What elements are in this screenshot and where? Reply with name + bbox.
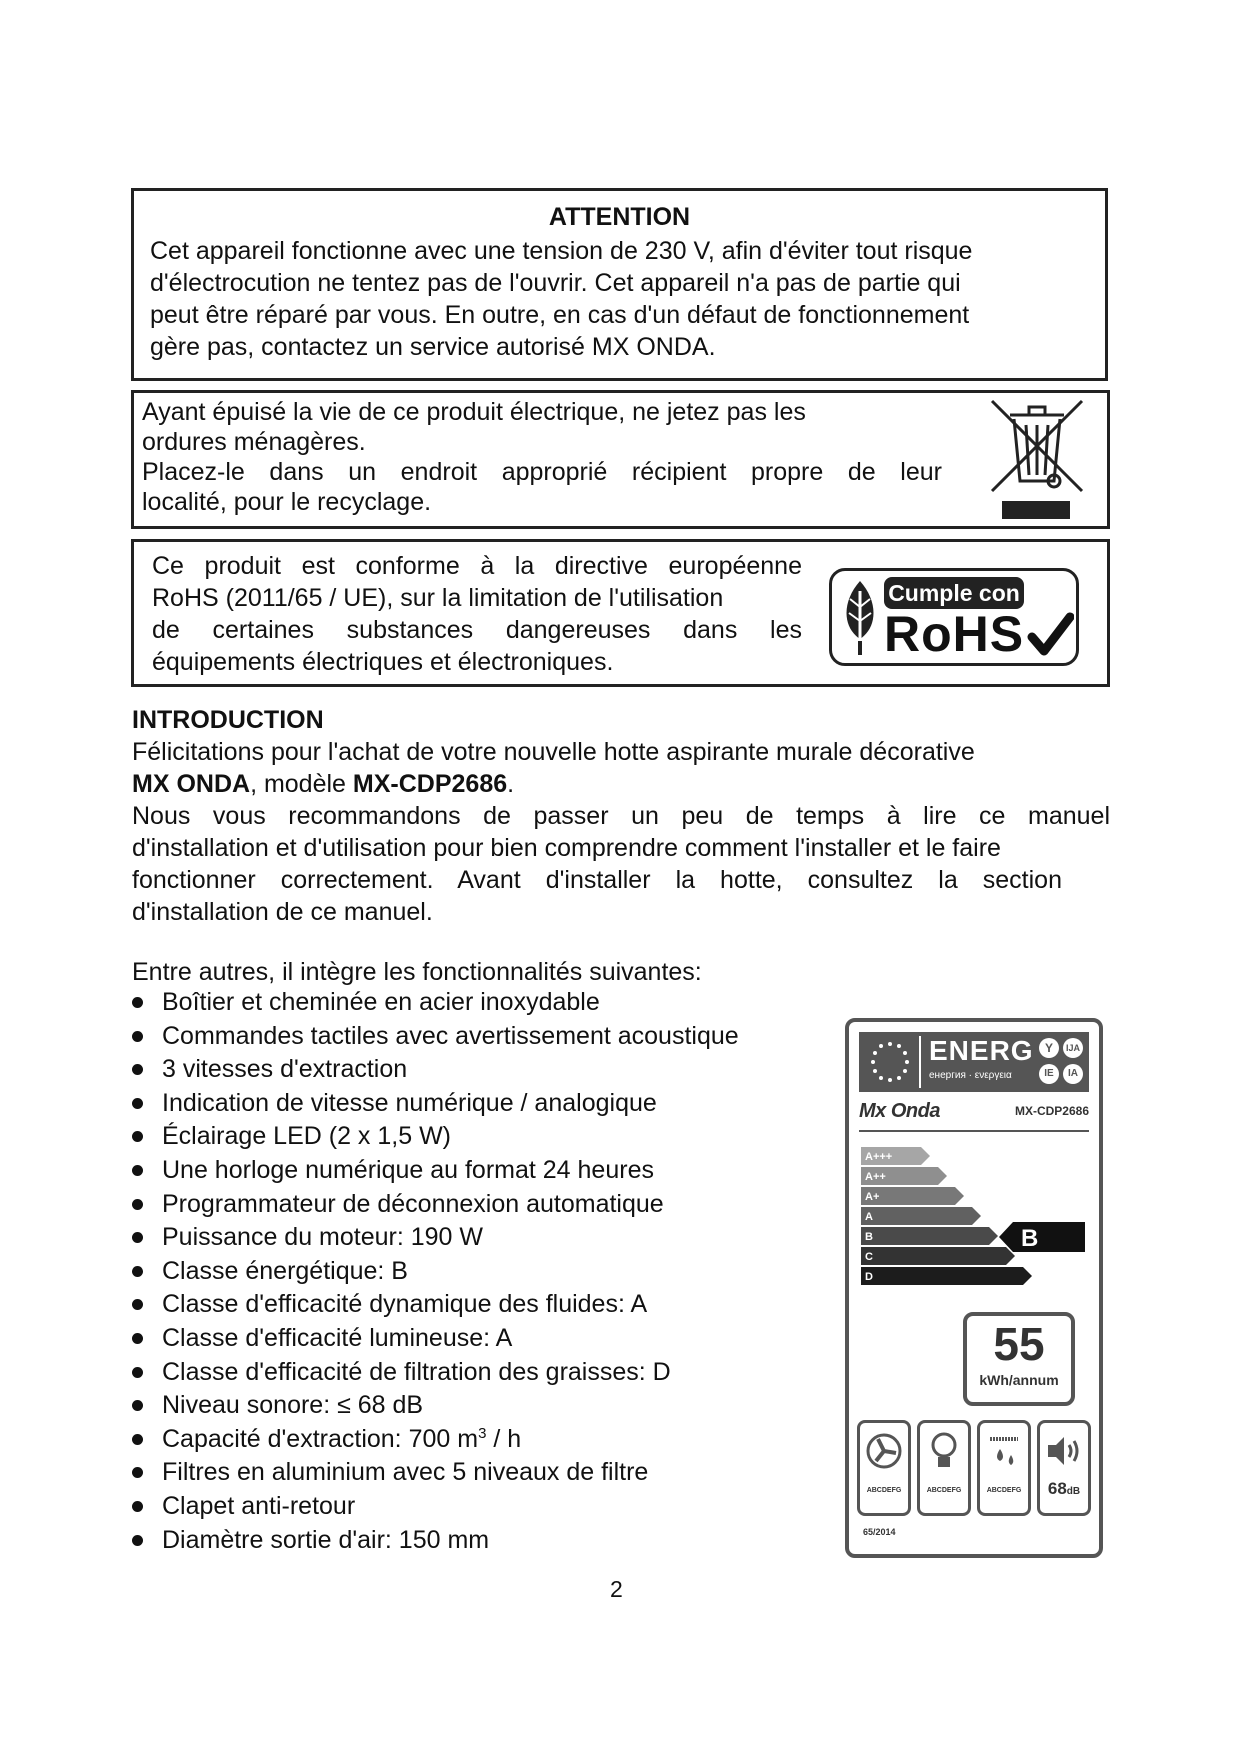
attention-line: d'électrocution ne tentez pas de l'ouvrir. Cet appareil n'a pas de partie qui bbox=[150, 269, 961, 297]
brand-name: MX ONDA bbox=[132, 770, 251, 798]
list-item: Éclairage LED (2 x 1,5 W) bbox=[131, 1120, 851, 1154]
energy-class-scale bbox=[849, 1146, 1099, 1296]
pictogram-row bbox=[857, 1420, 1093, 1518]
rohs-badge-top: Cumple con bbox=[884, 577, 1024, 609]
recycling-line: localité, pour le recyclage. bbox=[142, 488, 432, 516]
scale-text: ABCDEFG bbox=[866, 1487, 902, 1494]
noise-value: 68dB bbox=[1047, 1479, 1081, 1498]
introduction-heading: INTRODUCTION bbox=[132, 706, 324, 734]
intro-line: Félicitations pour l'achat de votre nouvelle hotte aspirante murale décorative bbox=[132, 738, 975, 766]
intro-line: d'installation et d'utilisation pour bien comprendre comment l'installer et le faire bbox=[132, 834, 1001, 862]
fluid-efficiency-tile bbox=[857, 1420, 911, 1516]
label-model: MX-CDP2686 bbox=[1014, 1104, 1089, 1118]
bulb-icon bbox=[924, 1429, 964, 1473]
attention-title: ATTENTION bbox=[548, 203, 691, 231]
rohs-badge bbox=[829, 568, 1079, 666]
energy-class-bar bbox=[861, 1247, 1015, 1265]
energy-class-label: A++ bbox=[865, 1171, 886, 1183]
consumption-value: 55 bbox=[993, 1318, 1045, 1370]
list-item: Filtres en aluminium avec 5 niveaux de filtre bbox=[131, 1456, 851, 1490]
lang-badge: IA bbox=[1063, 1064, 1083, 1084]
list-item: Commandes tactiles avec avertissement acoustique bbox=[131, 1020, 851, 1054]
energy-class-label: A+++ bbox=[865, 1151, 893, 1163]
rohs-line: RoHS (2011/65 / UE), sur la limitation de l'utilisation bbox=[152, 584, 724, 612]
recycling-line: Ayant épuisé la vie de ce produit électrique, ne jetez pas les bbox=[142, 398, 806, 426]
list-item: 3 vitesses d'extraction bbox=[131, 1053, 851, 1087]
list-item: Niveau sonore: ≤ 68 dB bbox=[131, 1389, 851, 1423]
page-number: 2 bbox=[610, 1576, 623, 1602]
rohs-line: équipements électriques et électroniques. bbox=[152, 648, 614, 676]
list-item: Diamètre sortie d'air: 150 mm bbox=[131, 1524, 851, 1558]
rohs-box bbox=[131, 539, 1110, 687]
list-item: Clapet anti-retour bbox=[131, 1490, 851, 1524]
list-item: Puissance du moteur: 190 W bbox=[131, 1221, 851, 1255]
energy-class-bar bbox=[861, 1207, 981, 1225]
energy-class-label: A bbox=[865, 1211, 873, 1223]
lang-badge: IE bbox=[1039, 1064, 1059, 1084]
list-item: Une horloge numérique au format 24 heures bbox=[131, 1154, 851, 1188]
features-list bbox=[131, 986, 851, 1557]
crossed-bin-icon bbox=[982, 393, 1092, 523]
list-item: Classe énergétique: B bbox=[131, 1255, 851, 1289]
model-name: MX-CDP2686 bbox=[352, 770, 508, 798]
rohs-line: Ce produit est conforme à la directive européenne bbox=[152, 552, 802, 580]
scale-text: ABCDEFG bbox=[926, 1487, 962, 1494]
selected-class-label: B bbox=[1021, 1225, 1039, 1252]
list-item: Classe d'efficacité lumineuse: A bbox=[131, 1322, 851, 1356]
energy-class-bar bbox=[861, 1227, 998, 1245]
attention-line: gère pas, contactez un service autorisé MX ONDA. bbox=[150, 333, 716, 361]
energy-class-label: D bbox=[865, 1271, 873, 1283]
noise-tile bbox=[1037, 1420, 1091, 1516]
check-icon bbox=[1026, 611, 1074, 659]
energy-class-bar bbox=[861, 1267, 1032, 1285]
list-item: Indication de vitesse numérique / analogique bbox=[131, 1087, 851, 1121]
list-item: Capacité d'extraction: 700 $m^3$ / h bbox=[131, 1423, 851, 1457]
selected-class-arrow bbox=[999, 1222, 1085, 1252]
rohs-badge-main: RoHS bbox=[884, 606, 1025, 662]
energy-header-text: ENERG bbox=[929, 1035, 1034, 1066]
lighting-efficiency-tile bbox=[917, 1420, 971, 1516]
lang-badge: Y bbox=[1039, 1038, 1059, 1058]
fan-icon bbox=[864, 1431, 904, 1471]
consumption-unit: kWh/annum bbox=[979, 1372, 1059, 1388]
leaf-icon bbox=[838, 577, 882, 657]
label-brand: Mx Onda bbox=[859, 1100, 940, 1122]
regulation-text: 65/2014 bbox=[863, 1527, 896, 1537]
intro-line: d'installation de ce manuel. bbox=[132, 898, 433, 926]
energy-label-header bbox=[859, 1032, 1089, 1092]
list-item: Classe d'efficacité dynamique des fluides: A bbox=[131, 1288, 851, 1322]
intro-line: Nous vous recommandons de passer un peu de temps à lire ce manuel bbox=[132, 802, 1110, 830]
energy-subheader: енергия · ενεργεια bbox=[929, 1070, 1012, 1081]
attention-box bbox=[131, 188, 1108, 381]
energy-class-label: A+ bbox=[865, 1191, 880, 1203]
list-item: Boîtier et cheminée en acier inoxydable bbox=[131, 986, 851, 1020]
lang-badge: IJA bbox=[1063, 1038, 1083, 1058]
grease-drop-icon bbox=[984, 1429, 1024, 1473]
attention-line: Cet appareil fonctionne avec une tension de 230 V, afin d'éviter tout risque bbox=[150, 237, 973, 265]
recycling-line: ordures ménagères. bbox=[142, 428, 366, 456]
consumption-box bbox=[963, 1312, 1075, 1406]
eu-flag-icon bbox=[863, 1035, 917, 1089]
energy-class-label: C bbox=[865, 1251, 873, 1263]
energy-label bbox=[845, 1018, 1103, 1558]
recycling-line: Placez-le dans un endroit approprié récipient propre de leur bbox=[142, 458, 942, 486]
intro-model-line: MX ONDA, modèle MX-CDP2686. bbox=[132, 770, 515, 798]
attention-line: peut être réparé par vous. En outre, en cas d'un défaut de fonctionnement bbox=[150, 301, 970, 329]
speaker-icon bbox=[1044, 1431, 1086, 1471]
list-item: Programmateur de déconnexion automatique bbox=[131, 1188, 851, 1222]
rohs-line: de certaines substances dangereuses dans les bbox=[152, 616, 802, 644]
grease-filter-tile bbox=[977, 1420, 1031, 1516]
energy-class-label: B bbox=[865, 1231, 873, 1243]
recycling-box bbox=[131, 390, 1110, 529]
scale-text: ABCDEFG bbox=[986, 1487, 1022, 1494]
intro-line: fonctionner correctement. Avant d'installer la hotte, consultez la section bbox=[132, 866, 1062, 894]
features-intro: Entre autres, il intègre les fonctionnalités suivantes: bbox=[132, 958, 702, 986]
list-item: Classe d'efficacité de filtration des graisses: D bbox=[131, 1356, 851, 1390]
introduction-section bbox=[132, 704, 1110, 928]
